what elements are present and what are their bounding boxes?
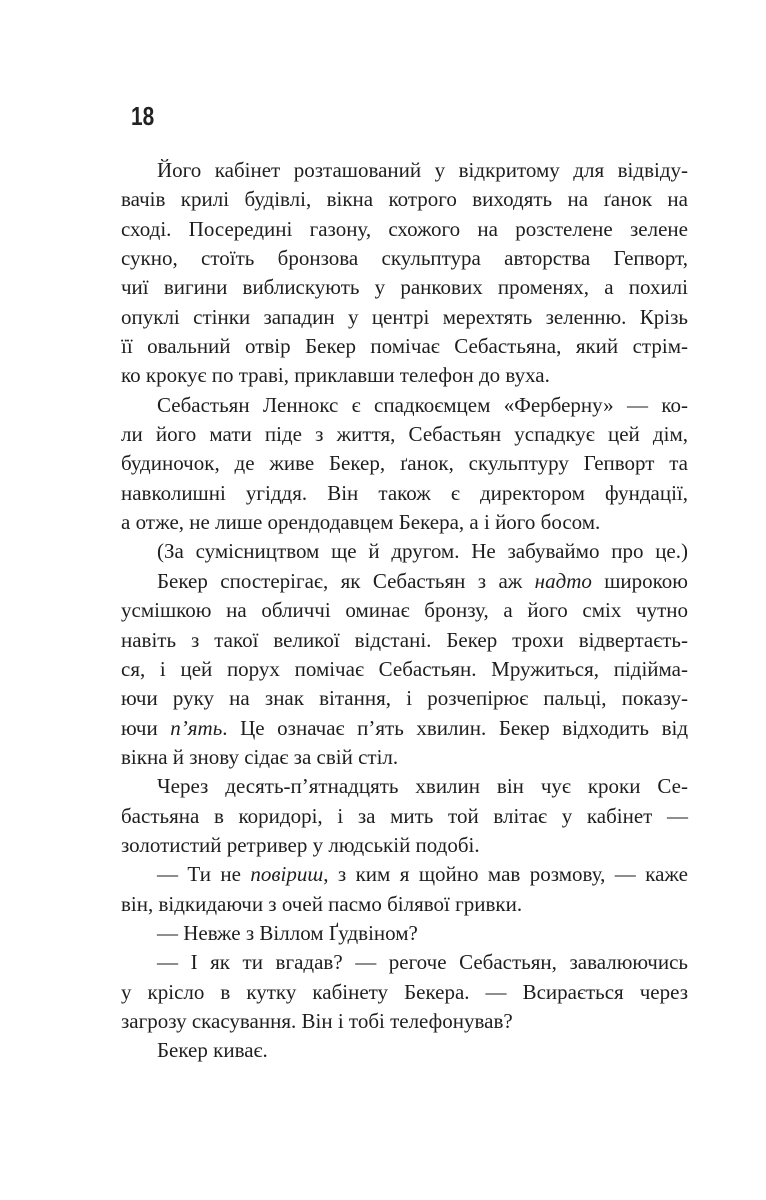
text-line	[121, 479, 688, 508]
text-segment-italic: п’ять	[170, 715, 223, 740]
text-segment: а отже, не лише орендодавцем Бекера, а і його босом.	[121, 510, 601, 535]
text-segment: її овальний отвір Бекер помічає Себастьяна, який стрім-	[121, 334, 688, 359]
text-segment: усмішкою на обличчі оминає бронзу, а його сміх чутно	[121, 598, 688, 623]
text-segment: ли його мати піде з життя, Себастьян успадкує цей дім,	[121, 422, 688, 447]
text-line	[121, 361, 688, 390]
text-line	[121, 156, 688, 185]
text-line	[121, 919, 688, 948]
text-line	[121, 978, 688, 1007]
text-line	[121, 596, 688, 625]
text-line	[121, 332, 688, 361]
text-segment: опуклі стінки западин у центрі мерехтять зеленню. Крізь	[121, 304, 688, 329]
text-segment: вачів крилі будівлі, вікна котрого виходять на ґанок на	[121, 187, 688, 212]
text-segment: ся, і цей порух помічає Себастьян. Мружиться, підійма-	[121, 656, 688, 681]
text-line	[121, 802, 688, 831]
text-line	[121, 948, 688, 977]
text-segment: широкою	[591, 568, 688, 593]
text-segment: у крісло в кутку кабінету Бекера. — Всирається через	[121, 979, 688, 1004]
page-number: 18	[131, 101, 155, 131]
text-segment: загрозу скасування. Він і тобі телефонував?	[121, 1008, 513, 1033]
text-segment: — Ти не	[157, 862, 251, 887]
text-line	[121, 215, 688, 244]
text-line	[121, 449, 688, 478]
text-segment: Його кабінет розташований у відкритому для відвіду-	[157, 158, 688, 182]
text-line	[121, 714, 688, 743]
text-segment: , з ким я щойно мав розмову, — каже	[323, 862, 688, 887]
text-segment: він, відкидаючи з очей пасмо білявої гривки.	[121, 891, 523, 916]
text-segment: сході. Посередині газону, схожого на розстелене зелене	[121, 216, 688, 241]
text-line	[121, 831, 688, 860]
text-line	[121, 420, 688, 449]
text-line	[121, 860, 688, 889]
text-line	[121, 890, 688, 919]
text-line	[121, 1007, 688, 1036]
text-line	[121, 772, 688, 801]
text-segment: сукно, стоїть бронзова скульптура авторства Гепворт,	[121, 246, 688, 271]
text-line	[121, 391, 688, 420]
text-segment-italic: надто	[534, 568, 592, 593]
text-line	[121, 567, 688, 596]
text-line	[121, 273, 688, 302]
text-segment: — І як ти вгадав? — регоче Себастьян, завалюючись	[157, 950, 688, 975]
text-segment: — Невже з Віллом Ґудвіном?	[157, 920, 418, 945]
text-block	[121, 156, 688, 1066]
text-line	[121, 626, 688, 655]
text-segment: (За сумісництвом ще й другом. Не забуваймо про це.)	[157, 539, 688, 564]
text-line	[121, 655, 688, 684]
text-segment: золотистий ретривер у людській подобі.	[121, 832, 480, 857]
text-segment: ючи	[121, 715, 171, 740]
text-line	[121, 1036, 688, 1065]
text-segment: Бекер киває.	[157, 1038, 268, 1063]
text-line	[121, 684, 688, 713]
text-segment-italic: повіриш	[250, 862, 324, 887]
text-segment: чиї вигини виблискують у ранкових променях, а похилі	[121, 275, 688, 300]
text-segment: Бекер спостерігає, як Себастьян з аж	[157, 568, 535, 593]
text-line	[121, 244, 688, 273]
text-line	[121, 508, 688, 537]
text-segment: ючи руку на знак вітання, і розчепірює пальці, показу-	[121, 686, 688, 711]
text-segment: навколишні угіддя. Він також є директором фундації,	[121, 480, 688, 505]
text-segment: будиночок, де живе Бекер, ґанок, скульптуру Гепворт та	[121, 451, 688, 476]
text-segment: Себастьян Леннокс є спадкоємцем «Ферберну» — ко-	[157, 392, 688, 417]
text-line	[121, 537, 688, 566]
text-segment: бастьяна в коридорі, і за мить той влітає у кабінет —	[121, 803, 688, 828]
text-segment: Через десять-п’ятнадцять хвилин він чує кроки Се-	[157, 774, 688, 799]
text-line	[121, 743, 688, 772]
text-line	[121, 303, 688, 332]
text-segment: . Це означає п’ять хвилин. Бекер відходить від	[222, 715, 688, 740]
text-segment: вікна й знову сідає за свій стіл.	[121, 744, 399, 769]
text-segment: навіть з такої великої відстані. Бекер трохи відвертаєть-	[121, 627, 688, 652]
text-segment: ко крокує по траві, приклавши телефон до вуха.	[121, 363, 550, 388]
text-line	[121, 185, 688, 214]
